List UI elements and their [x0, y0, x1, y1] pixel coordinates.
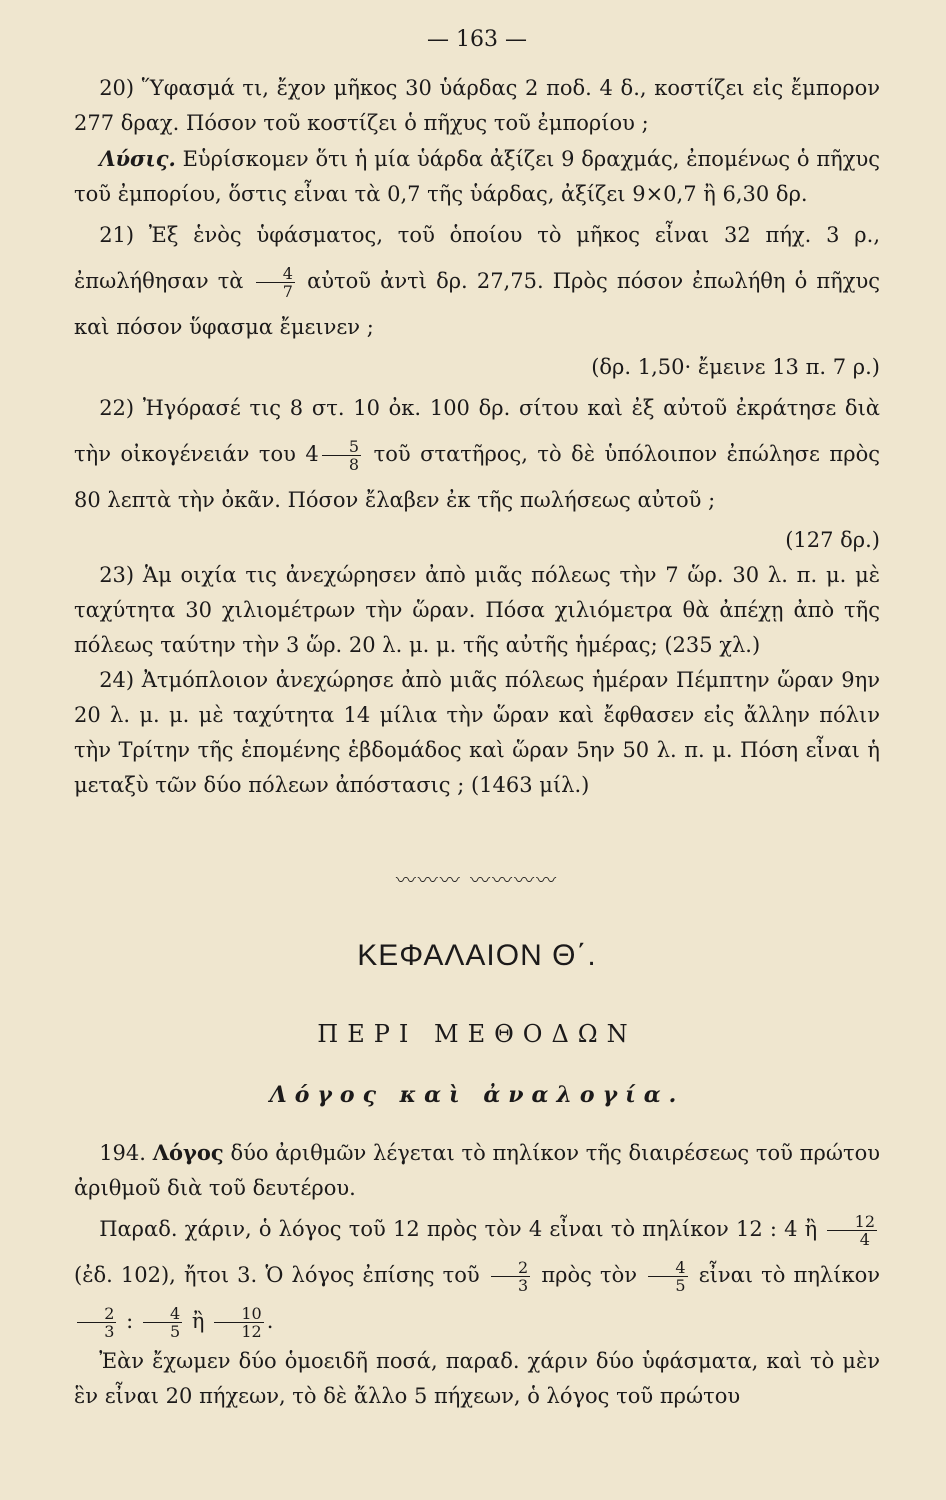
fraction-10-12: [214, 1305, 264, 1340]
fraction-numerator: 5: [322, 438, 361, 456]
example-text-a: Παραδ. χάριν, ὁ λόγος τοῦ 12 πρὸς τὸν 4 εἶναι τὸ πηλίκον 12 : 4 ἢ: [99, 1217, 818, 1241]
last-paragraph: Ἐὰν ἔχωμεν δύο ὁμοειδῆ ποσά, παραδ. χάριν δύο ὑφάσματα, καὶ τὸ μὲν ἓν εἶναι 20 πήχεων, τὸ δὲ ἄλλο 5 πήχεων, ὁ λόγος τοῦ πρώτου: [74, 1349, 880, 1408]
section-title: Λόγος καὶ ἀναλογία.: [269, 1082, 685, 1108]
solution-text: Εὑρίσκομεν ὅτι ἡ μία ὑάρδα ἀξίζει 9 δραχμάς, ἐπομένως ὁ πῆχυς τοῦ ἐμπορίου, ὅστις εἶναι τὰ 0,7 τῆς ὑάρδας, ἀξίζει 9×0,7 ἢ 6,30 δρ.: [74, 147, 880, 206]
fraction-numerator: 4: [256, 265, 295, 283]
paragraph-number: 194.: [99, 1141, 146, 1165]
exercise-21-text-a: 21) Ἐξ ἑνὸς ὑφάσματος, τοῦ ὁποίου τὸ μῆκος εἶναι 32 πήχ. 3 ρ., ἐπωλήθησαν τὰ: [74, 223, 880, 293]
exercise-23: 23) Ἁμ οιχία τις ἀνεχώρησεν ἀπὸ μιᾶς πόλεως τὴν 7 ὥρ. 30 λ. π. μ. μὲ ταχύτητα 30 χιλιομέτρων τὴν ὥραν. Πόσα χιλιόμετρα θὰ ἀπέχῃ ἀπὸ τῆς πόλεως ταύτην τὴν 3 ὥρ. 20 λ. μ. μ. τῆς αὐτῆς ἡμέρας; (235 χλ.): [74, 563, 880, 657]
defined-term: Λόγος: [152, 1140, 224, 1165]
exercise-22-text-b: τοῦ στατῆρος, τὸ δὲ ὑπόλοιπον ἐπώλησε πρὸς 80 λεπτὰ τὴν ὀκᾶν. Πόσον ἔλαβεν ἐκ τῆς πωλήσεως αὐτοῦ ;: [74, 442, 880, 512]
exercise-21: [74, 212, 880, 350]
fraction-denominator: 3: [518, 1276, 529, 1295]
fraction-5-8: [322, 438, 361, 473]
fraction-12-4: [827, 1213, 877, 1248]
fraction-numerator: 4: [143, 1305, 182, 1323]
solution-20: [74, 141, 880, 212]
part-title: ΠΕΡΙ ΜΕΘΟΔΩΝ: [317, 1020, 637, 1048]
example-text-d: εἶναι τὸ πηλίκον: [698, 1263, 881, 1287]
fraction-numerator: 12: [827, 1213, 877, 1231]
exercise-24: [74, 663, 880, 803]
fraction-denominator: 3: [104, 1322, 115, 1341]
exercise-21-text-b: αὐτοῦ ἀντὶ δρ. 27,75. Πρὸς πόσον ἐπωλήθη ὁ πῆχυς καὶ πόσον ὕφασμα ἔμεινεν ;: [74, 269, 880, 339]
fraction-4-5: [648, 1259, 687, 1294]
fraction-2-3: [491, 1259, 530, 1294]
fraction-4-5-b: [143, 1305, 182, 1340]
fraction-numerator: 2: [491, 1259, 530, 1277]
exercise-20: 20) Ὕφασμά τι, ἔχον μῆκος 30 ὑάρδας 2 ποδ. 4 δ., κοστίζει εἰς ἔμπορον 277 δραχ. Πόσον τοῦ κοστίζει ὁ πῆχυς τοῦ ἐμπορίου ;: [74, 76, 880, 135]
example-text-c: πρὸς τὸν: [541, 1263, 638, 1287]
exercise-24-text: 24) Ἀτμόπλοιον ἀνεχώρησε ἀπὸ μιᾶς πόλεως ἡμέραν Πέμπτην ὥραν 9ην 20 λ. μ. μ. μὲ ταχύτητα 14 μίλια τὴν ὥραν καὶ ἔφθασεν εἰς ἄλλην πόλιν τὴν Τρίτην τῆς ἑπομένης ἑβδομάδος καὶ ὥραν 5ην 50 λ. π. μ. Πόση εἶναι ἡ μεταξὺ τῶν δύο πόλεων ἀπόστασις ;: [74, 668, 880, 797]
chapter-title: ΚΕΦΑΛΑΙΟΝ Θ΄.: [357, 939, 597, 972]
definition-text: δύο ἀριθμῶν λέγεται τὸ πηλίκον τῆς διαιρέσεως τοῦ πρώτου ἀριθμοῦ διὰ τοῦ δευτέρου.: [74, 1141, 880, 1200]
example-paragraph: Παραδ. χάριν, ὁ λόγος τοῦ 12 πρὸς τὸν 4 εἶναι τὸ πηλίκον 12 : 4 ἢ $\frac{12}{4}$ (ἐδ. 102), ἤτοι 3. Ὁ λόγος ἐπίσης τοῦ $\frac{2}{3}$ πρὸς τὸν $\frac{4}{5}$ εἶναι τὸ πηλίκον $\frac{2}{3}$ : $\frac{4}{5}$ ἢ $\frac{10}{12}$ .: [74, 1212, 881, 1341]
fraction-denominator: 12: [241, 1322, 262, 1341]
fraction-4-7: [256, 265, 295, 300]
ornament-divider: 〰〰〰 〰〰〰〰: [395, 868, 559, 892]
fraction-denominator: 8: [348, 455, 360, 474]
example-text-b: (ἐδ. 102), ἤτοι 3. Ὁ λόγος ἐπίσης τοῦ: [74, 1263, 480, 1287]
exercise-22: [74, 385, 880, 523]
fraction-numerator: 10: [214, 1305, 264, 1323]
division-sign: :: [126, 1309, 134, 1333]
exercise-22-text-a: 22) Ἠγόρασέ τις 8 στ. 10 ὀκ. 100 δρ. σίτου καὶ ἐξ αὐτοῦ ἐκράτησε διὰ τὴν οἰκογένειάν του 4: [74, 396, 880, 466]
fraction-denominator: 5: [170, 1322, 181, 1341]
fraction-numerator: 2: [77, 1305, 116, 1323]
book-page: [74, 22, 880, 1414]
page-number: — 163 —: [427, 27, 527, 52]
fraction-denominator: 4: [859, 1230, 870, 1249]
exercise-22-answer: (127 δρ.): [785, 528, 880, 552]
paragraph-194: [74, 1135, 880, 1206]
fraction-2-3-b: [77, 1305, 116, 1340]
or-word: ἢ: [191, 1309, 205, 1333]
fraction-denominator: 5: [675, 1276, 686, 1295]
exercise-24-answer: (1463 μίλ.): [470, 773, 590, 797]
solution-label: Λύσις.: [99, 146, 176, 171]
fraction-denominator: 7: [282, 282, 293, 301]
fraction-numerator: 4: [648, 1259, 687, 1277]
exercise-21-answer: (δρ. 1,50· ἔμεινε 13 π. 7 ρ.): [591, 355, 880, 379]
